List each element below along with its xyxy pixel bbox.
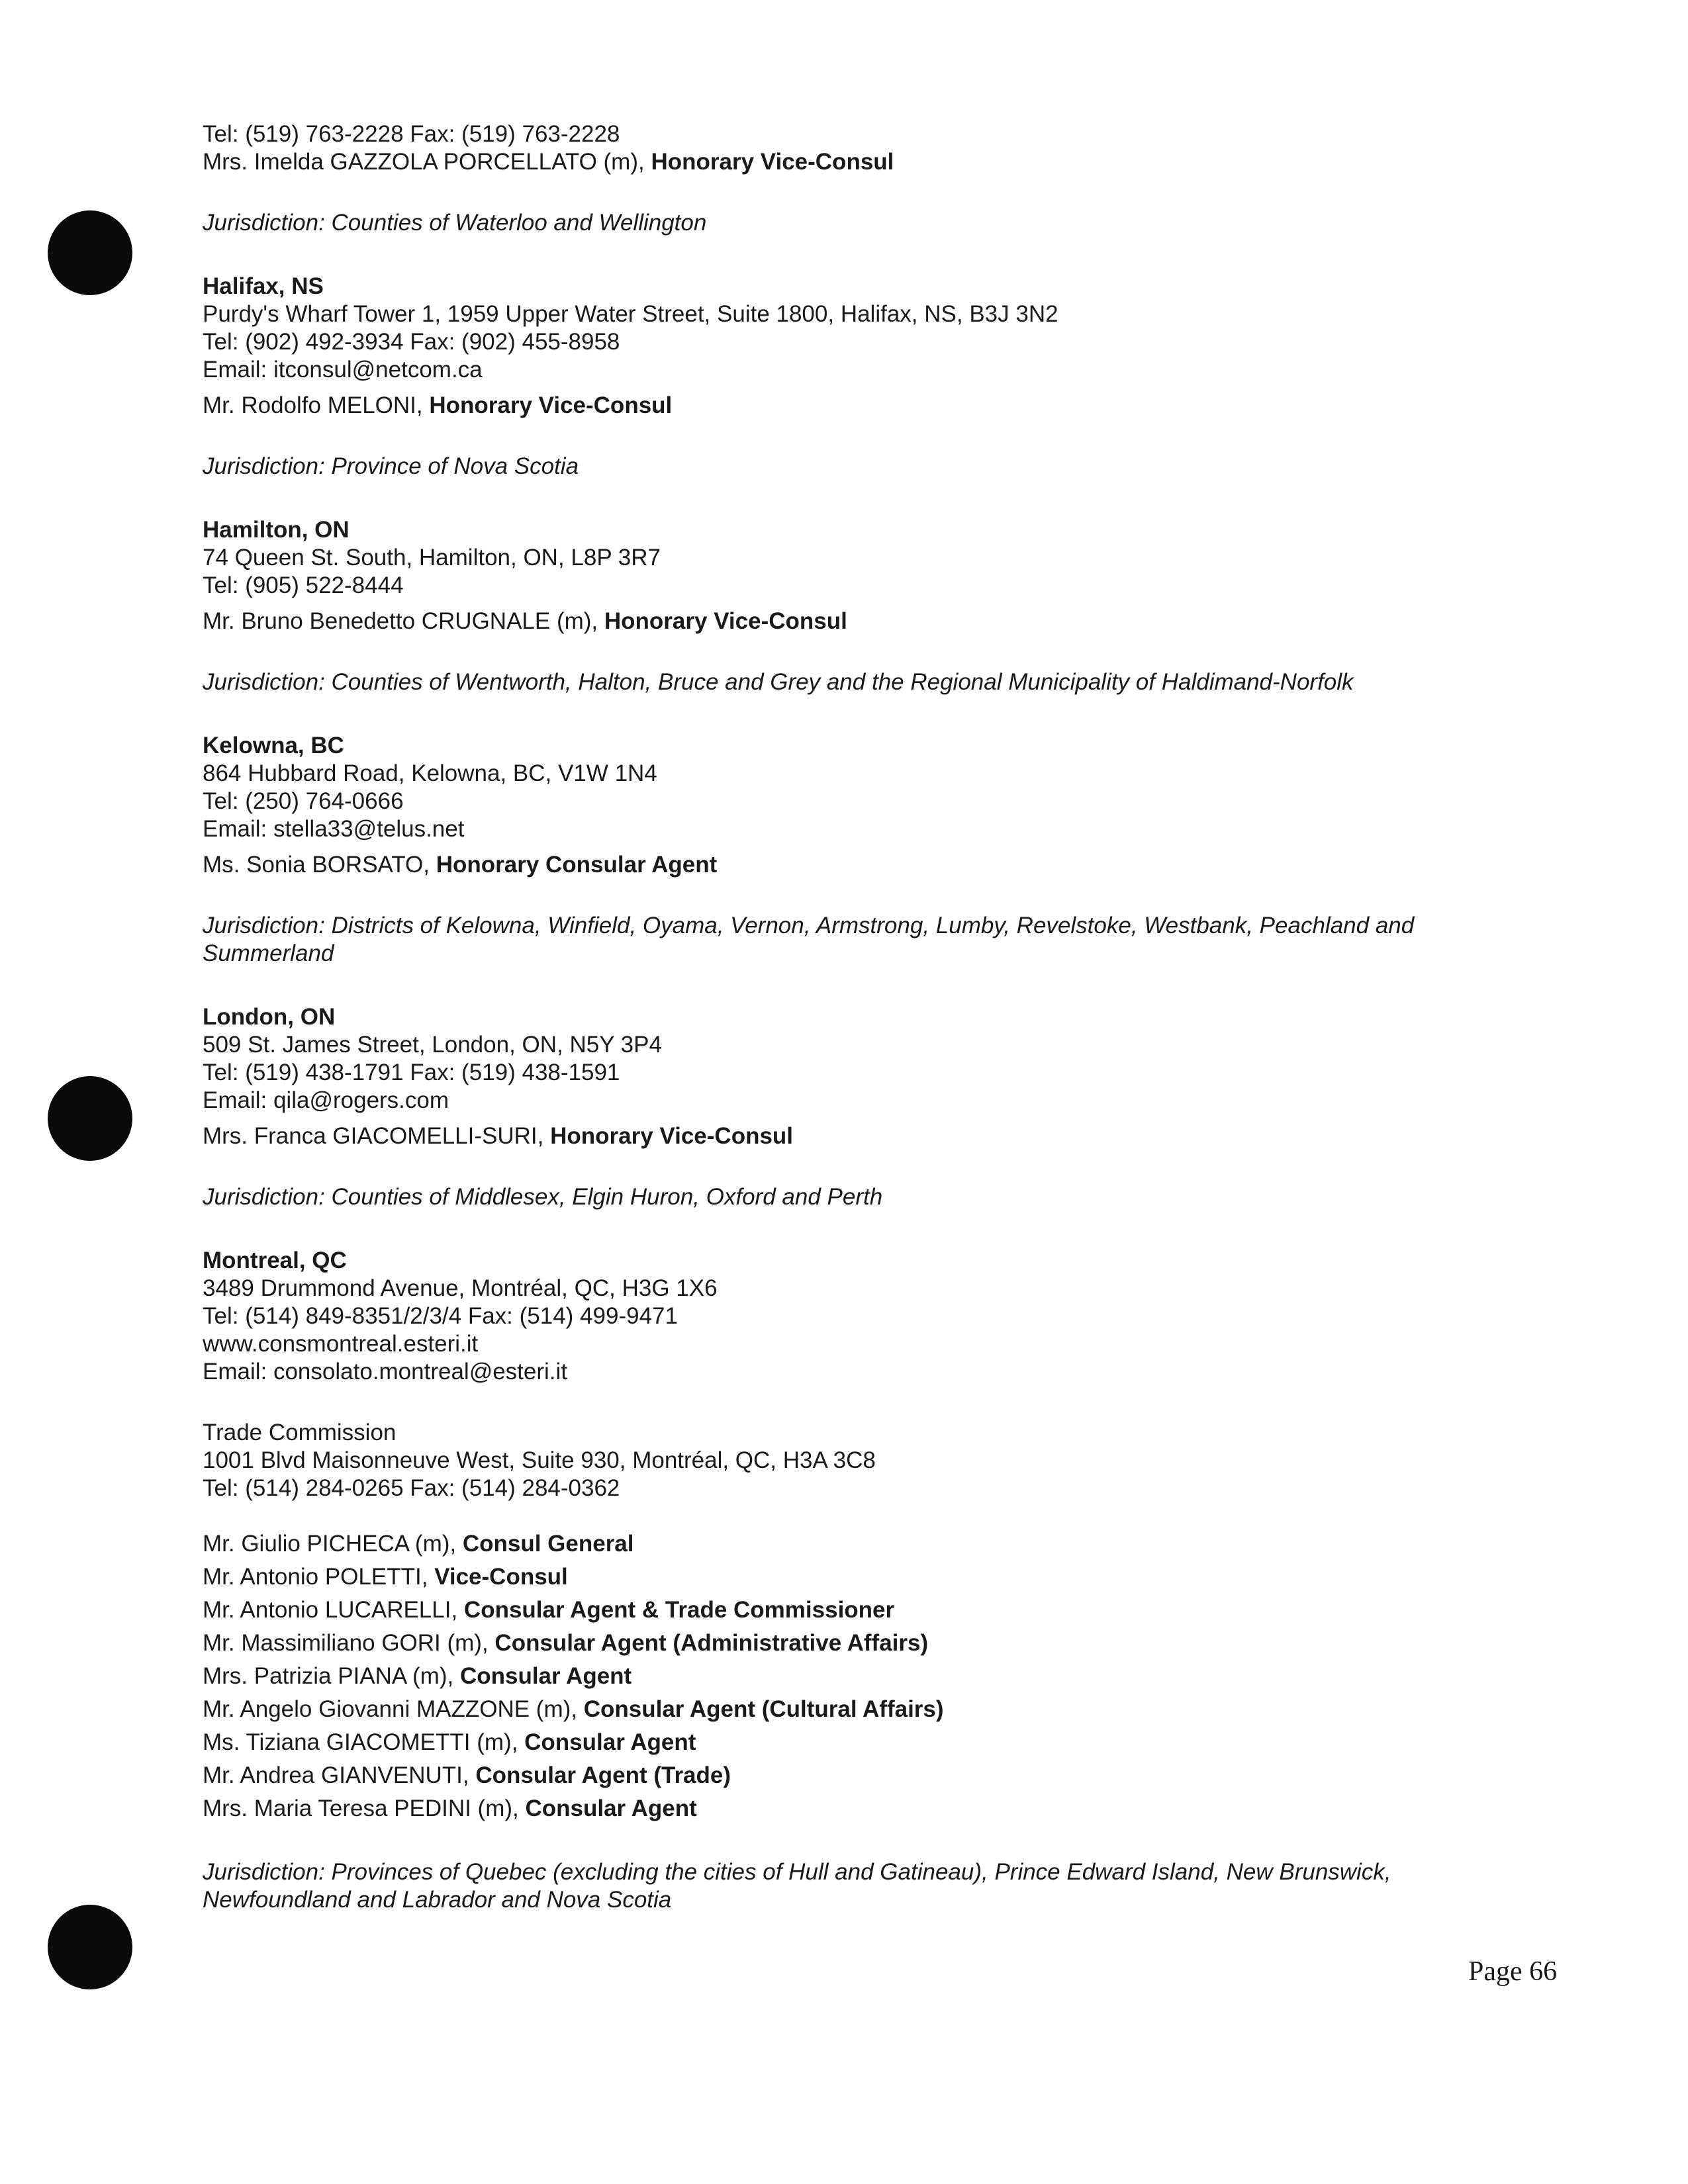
staff-title: Vice-Consul [434,1564,568,1590]
tel-line: Tel: (519) 763-2228 Fax: (519) 763-2228 [203,121,620,147]
official-name: Ms. Sonia BORSATO, [203,852,436,878]
official-name: Mrs. Franca GIACOMELLI-SURI, [203,1123,551,1149]
jurisdiction-text: Jurisdiction: Province of Nova Scotia [203,453,579,479]
entry-kelowna [203,732,1526,968]
entry-montreal [203,1247,1526,1914]
entry-hamilton [203,516,1526,696]
trade-tel-line: Tel: (514) 284-0265 Fax: (514) 284-0362 [203,1475,620,1501]
staff-name: Mr. Massimiliano GORI (m), [203,1630,495,1656]
staff-name: Mr. Antonio POLETTI, [203,1564,435,1590]
staff-name: Mr. Giulio PICHECA (m), [203,1531,463,1557]
official-title: Honorary Consular Agent [436,852,718,878]
email-line: Email: stella33@telus.net [203,816,465,842]
document-body [203,120,1526,1914]
tel-line: Tel: (902) 492-3934 Fax: (902) 455-8958 [203,329,620,355]
tel-line: Tel: (519) 438-1791 Fax: (519) 438-1591 [203,1060,620,1085]
staff-title: Consular Agent (Administrative Affairs) [494,1630,929,1656]
city-heading: Hamilton, ON [203,517,350,543]
city-heading: London, ON [203,1004,336,1030]
entry-london [203,1003,1526,1211]
email-line: Email: consolato.montreal@esteri.it [203,1359,568,1385]
staff-item [203,1627,1526,1660]
staff-item [203,1792,1526,1825]
website-line: www.consmontreal.esteri.it [203,1331,479,1357]
staff-name: Ms. Tiziana GIACOMETTI (m), [203,1729,525,1755]
city-heading: Kelowna, BC [203,733,344,758]
staff-name: Mr. Antonio LUCARELLI, [203,1597,464,1623]
staff-item [203,1594,1526,1627]
official-line [203,608,1526,635]
punch-hole-top [48,210,132,295]
staff-title: Consular Agent [524,1729,696,1755]
staff-title: Consular Agent [525,1796,697,1821]
staff-title: Consul General [462,1531,634,1557]
jurisdiction-text: Jurisdiction: Counties of Waterloo and Wellington [203,210,707,236]
tel-line: Tel: (514) 849-8351/2/3/4 Fax: (514) 499-9471 [203,1303,678,1329]
official-title: Honorary Vice-Consul [550,1123,794,1149]
jurisdiction-text: Jurisdiction: Provinces of Quebec (excluding the cities of Hull and Gatineau), Prince Edward Island, New Brunswick, Newfoundland and Labrador and Nova Scotia [203,1859,1391,1913]
entry-halifax [203,273,1526,480]
staff-name: Mr. Angelo Giovanni MAZZONE (m), [203,1696,584,1722]
staff-name: Mrs. Maria Teresa PEDINI (m), [203,1796,526,1821]
entry-guelph [203,120,1526,237]
trade-commission-label: Trade Commission [203,1420,397,1445]
official-title: Honorary Vice-Consul [429,392,673,418]
city-heading: Halifax, NS [203,273,324,299]
official-line [203,851,1526,879]
page-number: Page 66 [1468,1956,1558,1987]
punch-hole-bottom [48,1905,132,1989]
staff-item [203,1527,1526,1561]
email-line: Email: qila@rogers.com [203,1087,449,1113]
punch-hole-middle [48,1076,132,1161]
staff-list [203,1527,1526,1825]
tel-line: Tel: (250) 764-0666 [203,788,404,814]
staff-item [203,1660,1526,1693]
address-line: 74 Queen St. South, Hamilton, ON, L8P 3R7 [203,545,661,570]
staff-item [203,1561,1526,1594]
jurisdiction-text: Jurisdiction: Districts of Kelowna, Winfield, Oyama, Vernon, Armstrong, Lumby, Revelstoke, Westbank, Peachland and Summerland [203,913,1415,966]
official-line [203,392,1526,420]
staff-title: Consular Agent (Trade) [475,1762,731,1788]
address-line: 864 Hubbard Road, Kelowna, BC, V1W 1N4 [203,760,657,786]
email-line: Email: itconsul@netcom.ca [203,357,483,383]
address-line: 3489 Drummond Avenue, Montréal, QC, H3G 1X6 [203,1275,718,1301]
tel-line: Tel: (905) 522-8444 [203,572,404,598]
jurisdiction-text: Jurisdiction: Counties of Wentworth, Halton, Bruce and Grey and the Regional Municipality of Haldimand-Norfolk [203,669,1354,695]
address-line: 509 St. James Street, London, ON, N5Y 3P4 [203,1032,662,1058]
official-name: Mr. Bruno Benedetto CRUGNALE (m), [203,608,604,634]
staff-item [203,1726,1526,1759]
address-line: Purdy's Wharf Tower 1, 1959 Upper Water Street, Suite 1800, Halifax, NS, B3J 3N2 [203,301,1058,327]
staff-name: Mr. Andrea GIANVENUTI, [203,1762,476,1788]
official-line [203,148,1526,176]
trade-address-line: 1001 Blvd Maisonneuve West, Suite 930, Montréal, QC, H3A 3C8 [203,1447,876,1473]
official-title: Honorary Vice-Consul [651,149,894,175]
staff-item [203,1759,1526,1792]
staff-title: Consular Agent & Trade Commissioner [463,1597,895,1623]
staff-title: Consular Agent (Cultural Affairs) [583,1696,944,1722]
city-heading: Montreal, QC [203,1248,347,1273]
jurisdiction-text: Jurisdiction: Counties of Middlesex, Elgin Huron, Oxford and Perth [203,1184,883,1210]
official-title: Honorary Vice-Consul [604,608,847,634]
staff-title: Consular Agent [459,1663,632,1689]
official-name: Mr. Rodolfo MELONI, [203,392,430,418]
official-line [203,1122,1526,1150]
staff-name: Mrs. Patrizia PIANA (m), [203,1663,460,1689]
official-name: Mrs. Imelda GAZZOLA PORCELLATO (m), [203,149,651,175]
staff-item [203,1693,1526,1726]
